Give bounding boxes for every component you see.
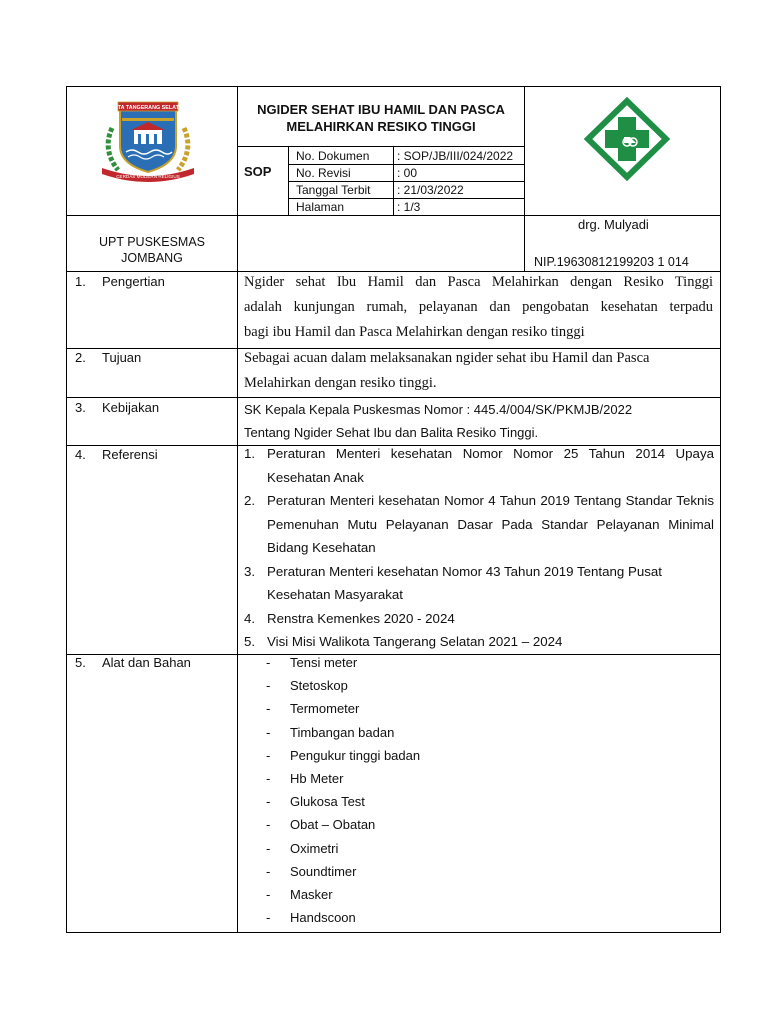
pengertian-text xyxy=(244,270,713,345)
list-item xyxy=(266,860,706,883)
bullet: - xyxy=(266,840,271,856)
emblem-ribbon-text: CERDAS MODERN RELIGIUS xyxy=(116,174,180,179)
list-item-text: Obat – Obatan xyxy=(290,817,376,833)
bullet: - xyxy=(266,863,271,879)
list-item xyxy=(266,790,706,813)
bullet: - xyxy=(266,887,271,903)
section-label-pengertian: Pengertian xyxy=(102,274,165,289)
bullet: - xyxy=(266,655,271,670)
list-item xyxy=(266,883,706,906)
meta-label-dokumen: No. Dokumen xyxy=(296,149,370,163)
signer-nip: NIP.19630812199203 1 014 xyxy=(534,255,689,269)
list-item xyxy=(244,630,714,654)
bullet: - xyxy=(266,701,271,717)
row-divider xyxy=(66,397,721,398)
meta-label-halaman: Halaman xyxy=(296,200,345,214)
list-item-number: 5. xyxy=(244,634,256,649)
list-item-text: Tensi meter xyxy=(290,655,358,670)
list-item-number: 4. xyxy=(244,610,256,626)
list-item xyxy=(244,607,714,631)
title-line-1: NGIDER SEHAT IBU HAMIL DAN PASCA xyxy=(257,102,505,117)
list-item-number: 2. xyxy=(244,493,256,508)
list-item-text: Peraturan Menteri kesehatan Nomor 43 Tahun 2019 Tentang Pusat Kesehatan Masyarakat xyxy=(267,563,662,602)
list-item-text: Termometer xyxy=(290,701,360,717)
table-border-right xyxy=(720,86,721,933)
puskesmas-logo xyxy=(584,97,670,181)
text-line: SK Kepala Kepala Puskesmas Nomor : 445.4/004/SK/PKMJB/2022 xyxy=(244,402,633,417)
tujuan-text xyxy=(244,346,713,396)
header-divider xyxy=(66,215,721,216)
sop-label: SOP xyxy=(244,164,272,179)
list-item xyxy=(266,767,706,790)
section-label-alat: Alat dan Bahan xyxy=(102,655,191,670)
title-line-2: MELAHIRKAN RESIKO TINGGI xyxy=(286,119,476,134)
document-title xyxy=(238,101,524,135)
list-item-text: Peraturan Menteri kesehatan Nomor 4 Tahun 2019 Tentang Standar Teknis Pemenuhan Mutu Pelayanan Dasar Pada Standar Pelayanan Minimal Bidang Kesehatan xyxy=(267,493,714,555)
section-label-kebijakan: Kebijakan xyxy=(102,400,160,415)
list-item-text: Masker xyxy=(290,887,333,903)
header-divider xyxy=(524,86,525,272)
text-line: Ngider sehat Ibu Hamil dan Pasca Melahirkan dengan Resiko Tinggi xyxy=(244,274,713,290)
section-label-referensi: Referensi xyxy=(102,447,158,462)
bullet: - xyxy=(266,794,271,810)
org-line-2: JOMBANG xyxy=(121,251,183,265)
bullet: - xyxy=(266,724,271,740)
list-item-text: Pengukur tinggi badan xyxy=(290,747,421,763)
meta-divider xyxy=(288,198,525,199)
list-item-text: Glukosa Test xyxy=(290,794,365,810)
alat-list xyxy=(266,651,706,929)
meta-value-revisi: : 00 xyxy=(397,166,418,180)
section-label-tujuan: Tujuan xyxy=(102,350,142,365)
meta-value-halaman: : 1/3 xyxy=(397,200,421,214)
bullet: - xyxy=(266,678,271,694)
list-item xyxy=(266,651,706,674)
list-item-number: 1. xyxy=(244,446,256,461)
list-item xyxy=(266,837,706,860)
column-divider xyxy=(237,86,238,933)
header-divider xyxy=(237,146,525,147)
list-item xyxy=(244,489,714,560)
meta-label-revisi: No. Revisi xyxy=(296,166,351,180)
list-item-text: Hb Meter xyxy=(290,771,344,787)
emblem-banner-text: KOTA TANGERANG SELATAN xyxy=(109,105,187,111)
list-item-text: Visi Misi Walikota Tangerang Selatan 2021 – 2024 xyxy=(267,634,563,649)
list-item-text: Oximetri xyxy=(290,840,339,856)
section-number: 2. xyxy=(75,350,86,365)
meta-value-tanggal: : 21/03/2022 xyxy=(397,183,464,197)
list-item-number: 3. xyxy=(244,563,256,579)
org-line-1: UPT PUSKESMAS xyxy=(98,235,206,249)
bullet: - xyxy=(266,910,271,926)
list-item-text: Handscoon xyxy=(290,910,356,926)
list-item-text: Renstra Kemenkes 2020 - 2024 xyxy=(267,610,455,626)
table-border-left xyxy=(66,86,67,933)
list-item-text: Soundtimer xyxy=(290,863,357,879)
list-item xyxy=(266,744,706,767)
referensi-list xyxy=(244,442,714,654)
list-item xyxy=(266,697,706,720)
list-item xyxy=(244,560,714,607)
bullet: - xyxy=(266,817,271,833)
text-line: adalah kunjungan rumah, pelayanan dan pengobatan kesehatan terpadu xyxy=(244,299,713,315)
org-name xyxy=(67,234,237,266)
city-emblem-logo xyxy=(98,98,198,184)
list-item xyxy=(266,906,706,929)
signer-name: drg. Mulyadi xyxy=(578,217,649,232)
bullet: - xyxy=(266,771,271,787)
section-number: 1. xyxy=(75,274,86,289)
text-line: bagi ibu Hamil dan Pasca Melahirkan dengan resiko tinggi xyxy=(244,324,585,340)
kebijakan-text xyxy=(244,399,714,444)
list-item xyxy=(266,813,706,836)
list-item xyxy=(266,674,706,697)
list-item-text: Timbangan badan xyxy=(290,724,395,740)
text-line: Sebagai acuan dalam melaksanakan ngider sehat ibu Hamil dan Pasca xyxy=(244,350,650,366)
table-border-bottom xyxy=(66,932,721,933)
meta-divider xyxy=(288,181,525,182)
list-item xyxy=(244,442,714,489)
section-number: 4. xyxy=(75,447,86,462)
table-border-top xyxy=(66,86,721,87)
meta-value-dokumen: : SOP/JB/III/024/2022 xyxy=(397,149,514,163)
text-line: Melahirkan dengan resiko tinggi. xyxy=(244,375,437,391)
list-item-text: Stetoskop xyxy=(290,678,348,694)
list-item xyxy=(266,721,706,744)
section-number: 3. xyxy=(75,400,86,415)
section-number: 5. xyxy=(75,655,86,670)
bullet: - xyxy=(266,747,271,763)
meta-divider xyxy=(288,164,525,165)
meta-label-tanggal: Tanggal Terbit xyxy=(296,183,371,197)
text-line: Tentang Ngider Sehat Ibu dan Balita Resiko Tinggi. xyxy=(244,424,539,440)
list-item-text: Peraturan Menteri kesehatan Nomor Nomor 25 Tahun 2014 Upaya Kesehatan Anak xyxy=(267,446,714,485)
